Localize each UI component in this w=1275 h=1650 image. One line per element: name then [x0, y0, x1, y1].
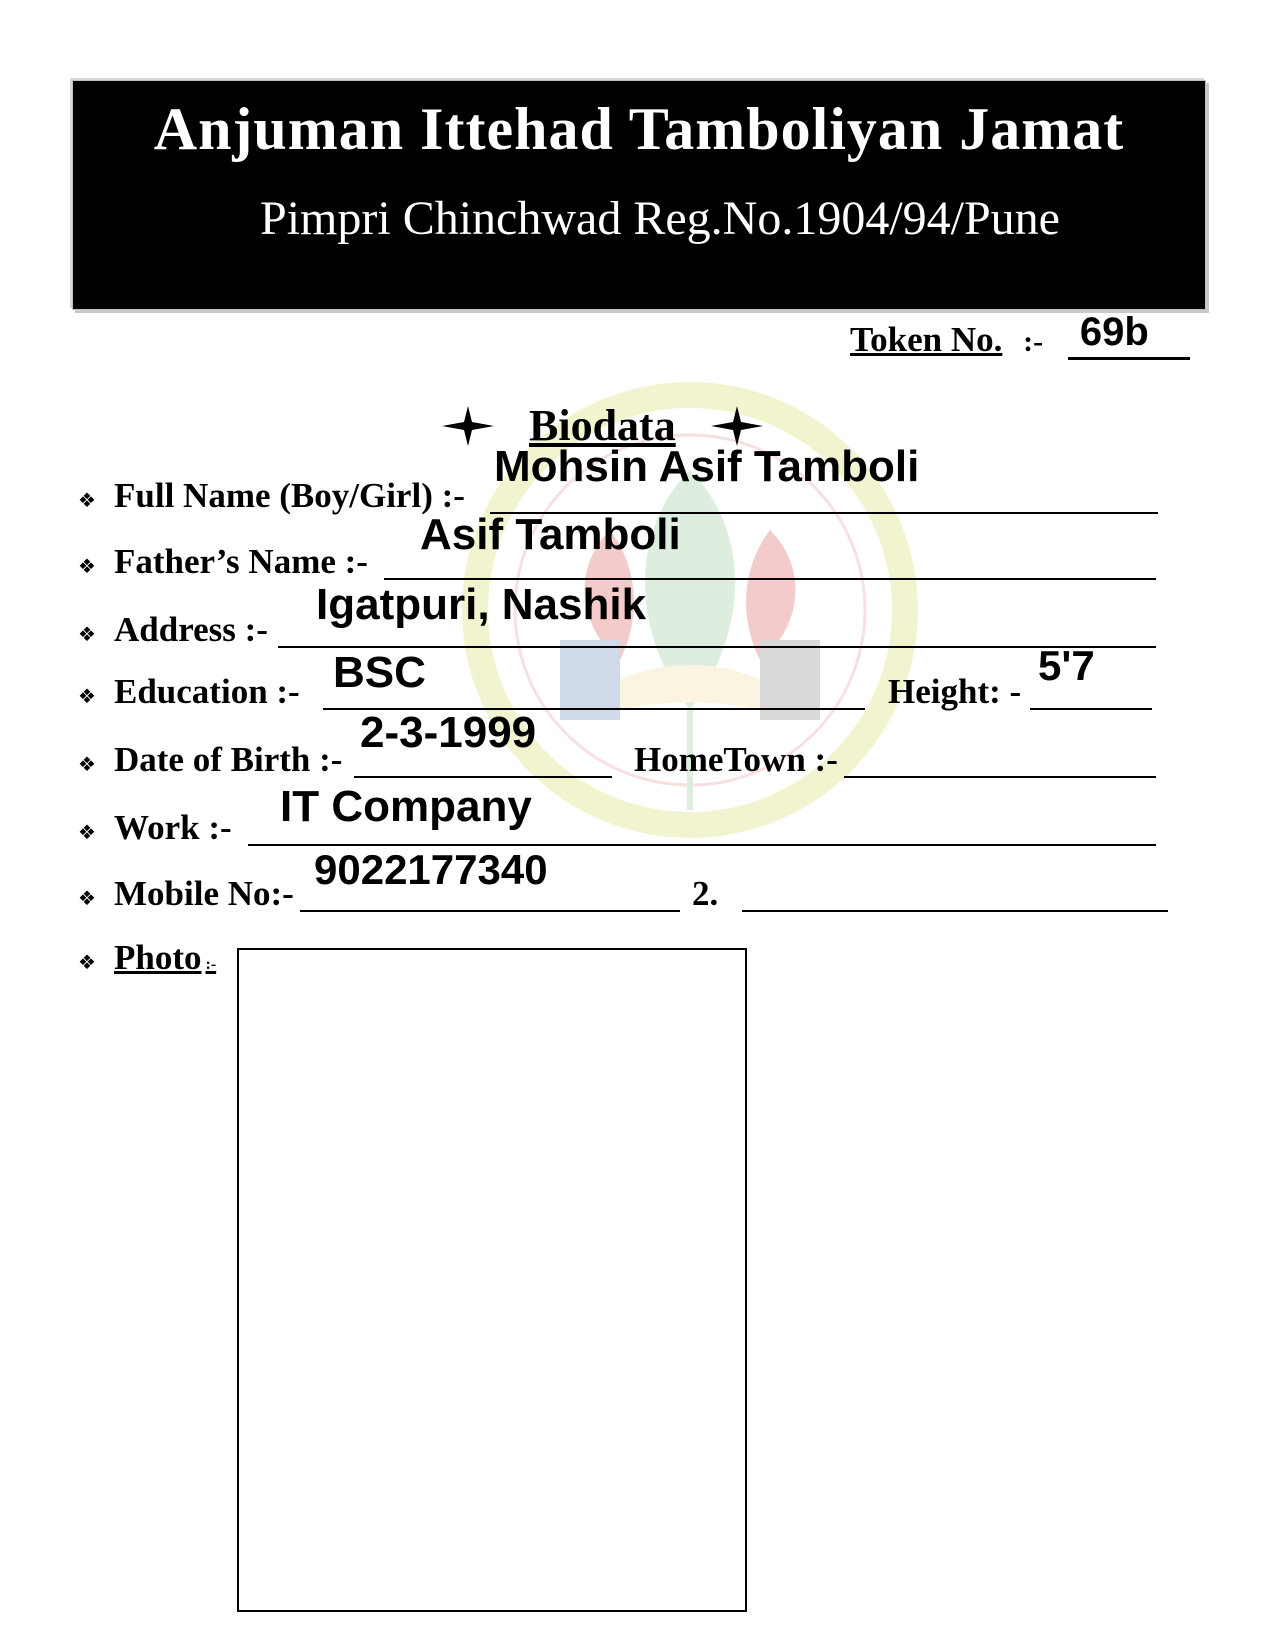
dob-line [354, 776, 612, 778]
diamond-bullet-icon: ❖ [78, 886, 96, 910]
organization-name: Anjuman Ittehad Tamboliyan Jamat [153, 96, 1125, 162]
work-field [78, 782, 1168, 850]
photo-label-group [114, 938, 216, 978]
token-separator: :- [1023, 325, 1044, 358]
token-line [1068, 310, 1190, 360]
height-label: Height: - [888, 672, 1022, 711]
dob-field [78, 708, 1168, 782]
header-banner [72, 80, 1206, 310]
photo-label: Photo [114, 938, 202, 977]
photo-label-suffix: :- [205, 956, 217, 973]
father-name-field [78, 510, 1168, 584]
mobile-label: Mobile No:- [114, 874, 294, 913]
diamond-bullet-icon: ❖ [78, 820, 96, 844]
education-field [78, 642, 1168, 714]
token-value: 69b [1079, 310, 1149, 354]
diamond-bullet-icon: ❖ [78, 554, 96, 578]
father-name-value: Asif Tamboli [420, 510, 681, 559]
mobile2-line [742, 910, 1168, 912]
father-name-label: Father’s Name :- [114, 542, 368, 581]
mobile-line [300, 910, 680, 912]
token-label: Token No. [850, 320, 1003, 359]
diamond-bullet-icon: ❖ [78, 684, 96, 708]
diamond-bullet-icon: ❖ [78, 488, 96, 512]
height-value: 5'7 [1038, 642, 1095, 689]
height-line [1030, 708, 1152, 710]
diamond-bullet-icon: ❖ [78, 622, 96, 646]
hometown-label: HomeTown :- [634, 740, 838, 779]
mobile-field [78, 846, 1178, 916]
photo-box[interactable] [237, 948, 747, 1612]
work-value: IT Company [280, 782, 532, 831]
full-name-value: Mohsin Asif Tamboli [494, 442, 920, 491]
token-number [850, 310, 1190, 360]
mobile-value: 9022177340 [314, 846, 548, 893]
education-value: BSC [333, 648, 426, 697]
organization-subtitle: Pimpri Chinchwad Reg.No.1904/94/Pune [260, 192, 1060, 245]
education-label: Education :- [114, 672, 300, 711]
dob-label: Date of Birth :- [114, 740, 343, 779]
mobile2-label: 2. [692, 874, 719, 913]
dob-value: 2-3-1999 [360, 708, 537, 757]
full-name-label: Full Name (Boy/Girl) :- [114, 476, 465, 515]
work-label: Work :- [114, 808, 232, 847]
address-label: Address :- [114, 610, 268, 649]
diamond-bullet-icon: ❖ [78, 950, 96, 974]
sparkle-star-icon [440, 404, 496, 448]
hometown-line [844, 776, 1156, 778]
biodata-title: Biodata [529, 401, 676, 451]
diamond-bullet-icon: ❖ [78, 752, 96, 776]
address-field [78, 580, 1168, 652]
address-value: Igatpuri, Nashik [316, 580, 647, 629]
